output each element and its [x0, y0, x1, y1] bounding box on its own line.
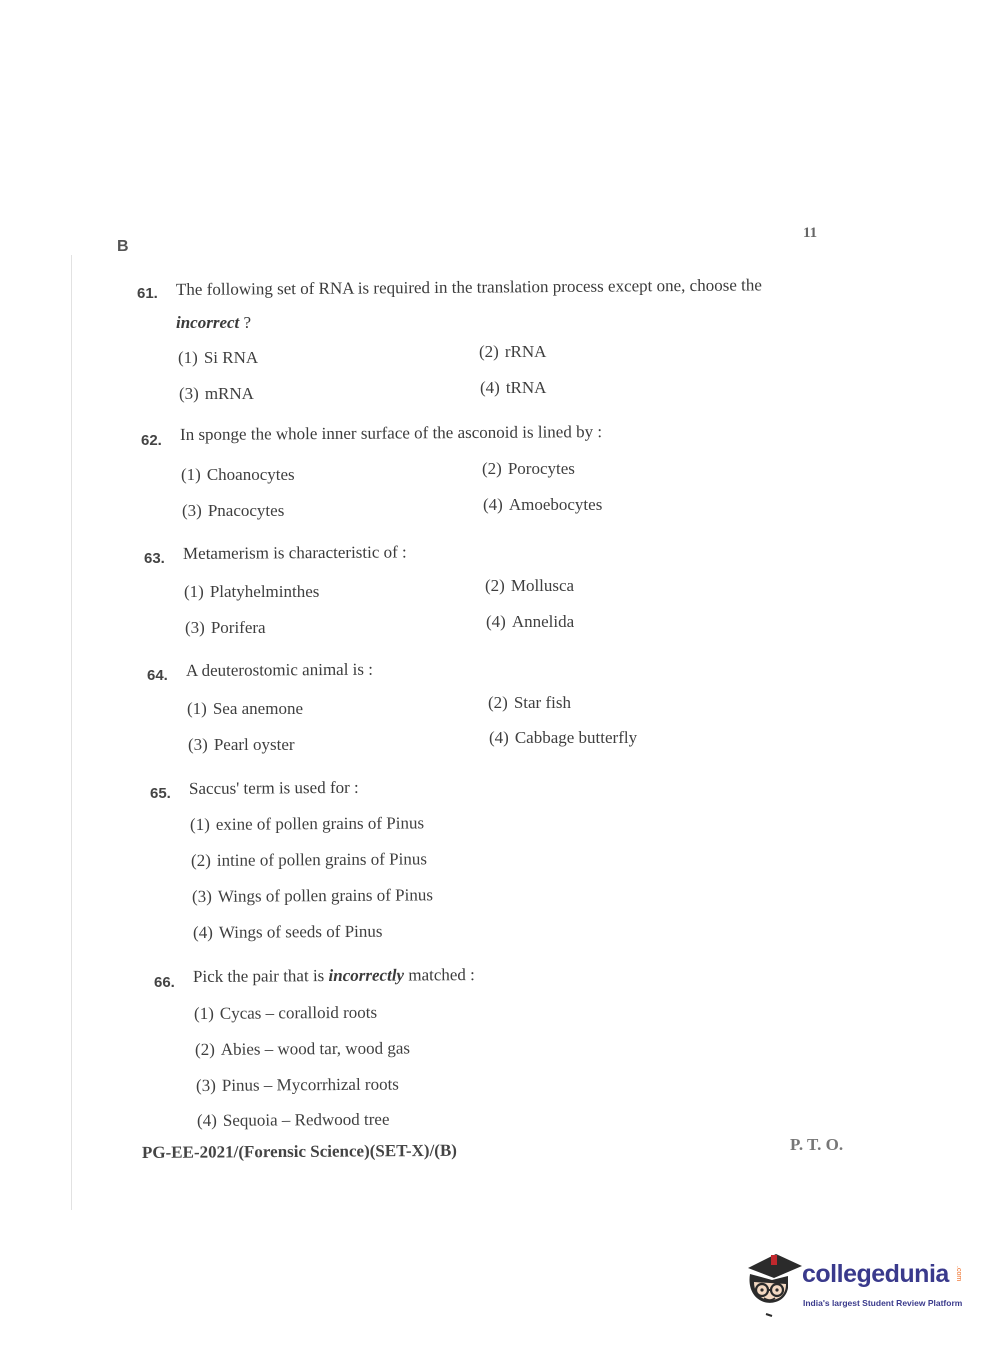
option-3[interactable]: [185, 618, 266, 638]
option-4[interactable]: [197, 1110, 390, 1131]
option-text: Annelida: [511, 612, 575, 631]
option-text: Mollusca: [510, 576, 575, 595]
scan-edge-line: [71, 255, 72, 1210]
option-text: Sea anemone: [212, 699, 303, 718]
option-number: (1): [187, 699, 207, 718]
option-3[interactable]: [196, 1075, 399, 1096]
option-number: (1): [184, 582, 204, 601]
option-3[interactable]: [192, 885, 433, 907]
option-number: (2): [485, 576, 505, 595]
option-number: (4): [486, 612, 506, 631]
option-number: (3): [185, 618, 205, 637]
option-text: Choanocytes: [206, 465, 295, 484]
set-letter: B: [117, 238, 129, 255]
question-number: 62.: [141, 432, 162, 449]
option-text: Porocytes: [507, 459, 575, 478]
option-text: Abies – wood tar, wood gas: [220, 1038, 411, 1059]
option-text: Pearl oyster: [213, 735, 295, 754]
option-3[interactable]: [179, 384, 254, 404]
option-4[interactable]: [193, 922, 383, 943]
option-text: Cabbage butterfly: [514, 728, 638, 747]
option-3[interactable]: [182, 501, 284, 521]
option-text: Platyhelminthes: [209, 582, 320, 601]
option-3[interactable]: [188, 735, 295, 755]
page-number: 11: [803, 225, 818, 241]
option-1[interactable]: [184, 582, 319, 602]
logo-wordmark: collegedunia: [802, 1260, 949, 1288]
emphasis-word: incorrectly: [328, 965, 405, 986]
question-text: The following set of RNA is required in the translation process except one, choose the: [175, 275, 762, 299]
option-text: mRNA: [204, 384, 254, 403]
logo-tagline: India's largest Student Review Platform: [803, 1298, 963, 1308]
question-number: 61.: [137, 285, 158, 302]
question-text-tail: ?: [239, 313, 252, 332]
option-2[interactable]: [488, 693, 571, 713]
question-number: 65.: [150, 785, 171, 802]
option-text: exine of pollen grains of Pinus: [215, 813, 425, 834]
question-text: In sponge the whole inner surface of the asconoid is lined by :: [179, 422, 603, 444]
option-text: tRNA: [505, 378, 547, 397]
option-text: Pnacocytes: [207, 501, 285, 520]
option-number: (3): [191, 886, 212, 906]
option-2[interactable]: [195, 1038, 410, 1060]
option-text: Cycas – coralloid roots: [219, 1002, 378, 1023]
option-text: Si RNA: [203, 348, 259, 367]
option-4[interactable]: [480, 378, 546, 398]
option-2[interactable]: [479, 342, 546, 362]
option-number: (4): [480, 378, 500, 397]
option-text: Porifera: [210, 618, 266, 637]
option-number: (4): [489, 728, 509, 747]
option-number: (2): [482, 459, 502, 478]
option-number: (1): [189, 814, 210, 834]
option-number: (3): [182, 501, 202, 520]
option-number: (1): [193, 1003, 214, 1023]
option-text: Wings of pollen grains of Pinus: [217, 885, 433, 906]
question-number: 66.: [154, 974, 175, 991]
option-number: (2): [479, 342, 499, 361]
option-1[interactable]: [181, 465, 295, 485]
option-4[interactable]: [486, 612, 574, 632]
option-2[interactable]: [482, 459, 575, 479]
option-text: rRNA: [504, 342, 547, 361]
question-text-start: Pick the pair that is: [192, 966, 329, 986]
question-text-end: matched :: [403, 965, 475, 985]
mascot-icon: [742, 1252, 804, 1322]
option-text: Amoebocytes: [508, 495, 603, 514]
option-number: (1): [178, 348, 198, 367]
option-number: (2): [194, 1039, 215, 1059]
question-text-line2: [176, 313, 251, 333]
option-1[interactable]: [178, 348, 258, 368]
question-number: 64.: [147, 667, 168, 684]
question-text: Metamerism is characteristic of :: [182, 542, 407, 563]
option-text: Wings of seeds of Pinus: [218, 921, 383, 942]
question-text: [193, 965, 475, 987]
option-number: (1): [181, 465, 201, 484]
question-text: A deuterostomic animal is :: [185, 659, 374, 680]
collegedunia-logo[interactable]: [742, 1252, 972, 1322]
option-1[interactable]: [194, 1003, 377, 1024]
option-4[interactable]: [483, 495, 602, 515]
logo-domain-suffix: .com: [955, 1266, 962, 1282]
option-1[interactable]: [187, 699, 303, 719]
option-number: (3): [195, 1075, 216, 1095]
option-number: (4): [196, 1110, 217, 1130]
option-1[interactable]: [190, 813, 424, 835]
option-4[interactable]: [489, 728, 637, 748]
option-number: (4): [483, 495, 503, 514]
option-2[interactable]: [191, 849, 427, 871]
option-number: (2): [190, 850, 211, 870]
question-number: 63.: [144, 550, 165, 567]
option-text: intine of pollen grains of Pinus: [216, 849, 428, 870]
question-text: Saccus' term is used for :: [188, 777, 359, 798]
option-text: Star fish: [513, 693, 571, 712]
option-number: (4): [192, 922, 213, 942]
option-2[interactable]: [485, 576, 574, 596]
option-text: Pinus – Mycorrhizal roots: [221, 1074, 399, 1095]
pto-label: P. T. O.: [790, 1135, 844, 1154]
option-number: (3): [188, 735, 208, 754]
emphasis-word: incorrect: [176, 313, 240, 332]
option-number: (3): [179, 384, 199, 403]
option-text: Sequoia – Redwood tree: [222, 1109, 390, 1130]
paper-code-footer: PG-EE-2021/(Forensic Science)(SET-X)/(B): [141, 1140, 458, 1162]
option-number: (2): [488, 693, 508, 712]
